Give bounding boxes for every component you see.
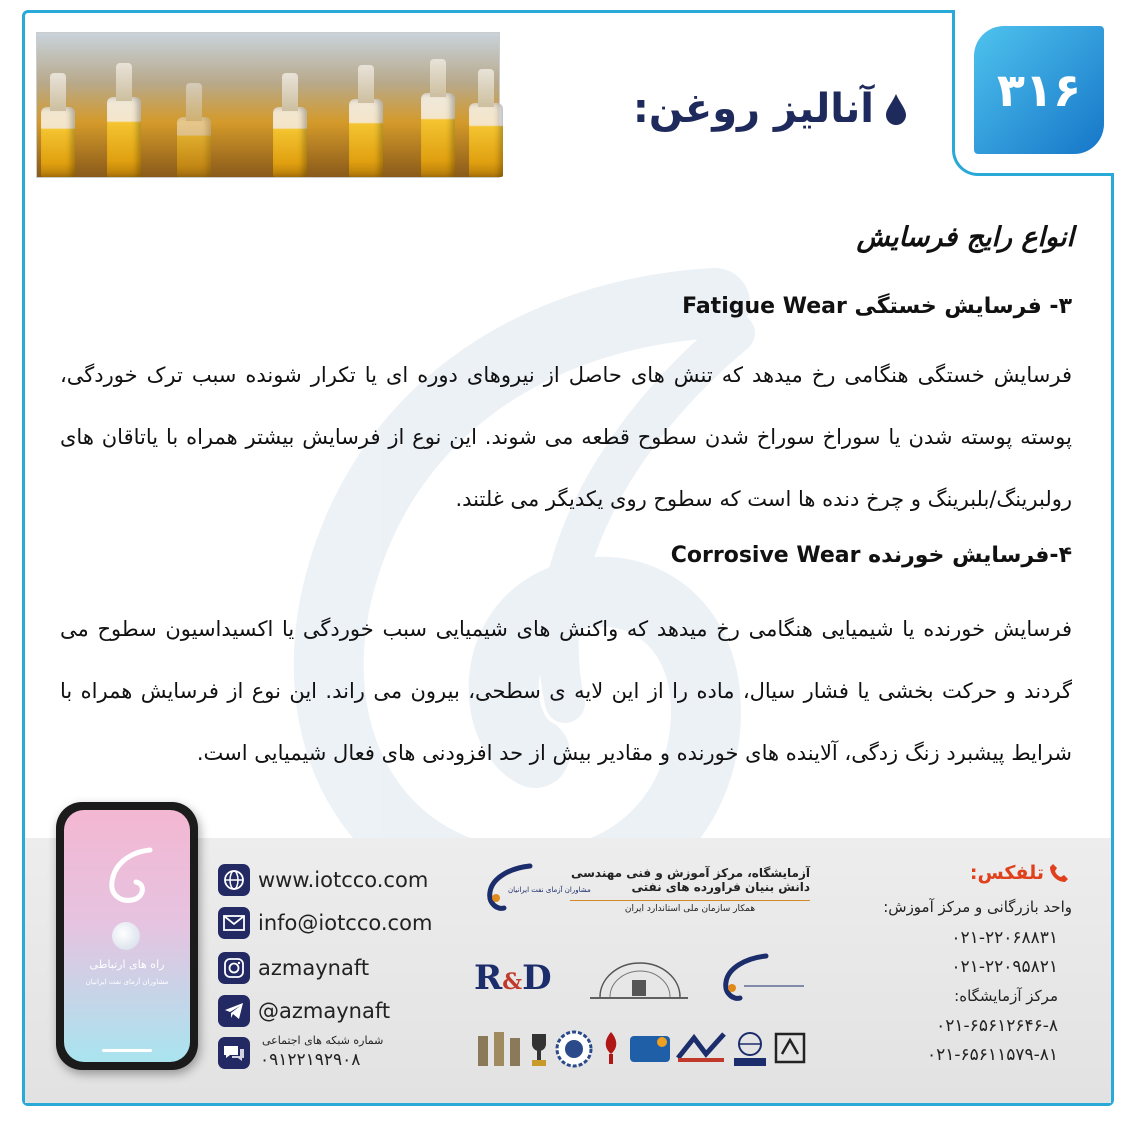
sales-phone-1[interactable]: ۰۲۱-۲۲۰۶۸۸۳۱ — [951, 928, 1058, 948]
globe-icon — [112, 922, 140, 950]
rd-logo: R&D — [474, 958, 552, 998]
social-caption: شماره شبکه های اجتماعی — [262, 1034, 384, 1047]
standard-mark-icon — [772, 1028, 808, 1070]
company-logo — [474, 862, 591, 914]
telegram-handle[interactable]: @azmaynaft — [258, 999, 391, 1023]
iso-17025-logo — [730, 1028, 770, 1070]
lab-line-3: همکار سازمان ملی استاندارد ایران — [570, 900, 810, 914]
trophy-icon — [528, 1028, 550, 1070]
phone-screen — [64, 810, 190, 1062]
header-lab-photo — [36, 32, 500, 178]
home-indicator — [102, 1049, 152, 1052]
page-number-badge: ۳۱۶ — [974, 26, 1104, 154]
naci-logo — [676, 1028, 726, 1070]
email-row[interactable] — [218, 907, 432, 939]
instagram-icon — [218, 952, 250, 984]
knowledge-based-logo — [628, 1028, 672, 1070]
lab-description — [570, 866, 810, 914]
company-logo-icon — [104, 846, 156, 904]
chat-row — [218, 1037, 250, 1069]
email-link[interactable]: info@iotcco.com — [258, 911, 433, 935]
sales-label: واحد بازرگانی و مرکز آموزش: — [883, 898, 1072, 916]
instagram-row[interactable] — [218, 952, 369, 984]
lab-phone-2[interactable]: ۰۲۱-۶۵۶۱۱۵۷۹-۸۱ — [927, 1045, 1058, 1065]
lab-phone-1[interactable]: ۰۲۱-۶۵۶۱۲۶۴۶-۸ — [936, 1016, 1058, 1036]
company-logo-2 — [706, 952, 806, 1002]
phone-icon — [1048, 862, 1070, 884]
globe-icon — [218, 864, 250, 896]
telegram-row[interactable] — [218, 995, 390, 1027]
fatigue-paragraph: فرسایش خستگی هنگامی رخ میدهد که تنش های حاصل از نیروهای دوره ای یا تکرار شونده سبب ترک خوردگی، پوسته پوسته شدن یا سوراخ سوراخ شدن سطوح قطعه می شوند. این نوع از فرسایش بیشتر همراه با یاتاقان های رولبرینگ/بلبرینگ و چرخ دنده ها است که سطوح روی یکدیگر می غلتند. — [60, 363, 1072, 511]
page-title-text: آنالیز روغن: — [632, 86, 874, 132]
chat-bubbles-icon — [218, 1037, 250, 1069]
phone-caption: راه های ارتباطی — [89, 958, 165, 971]
awards-logo — [474, 1028, 526, 1070]
company-name-label: مشاوران آزمای نفت ایرانیان — [508, 886, 591, 894]
section-heading: انواع رایج فرسایش — [856, 222, 1074, 253]
sales-phone-2[interactable]: ۰۲۱-۲۲۰۹۵۸۲۱ — [951, 957, 1058, 977]
standard-seal-icon — [554, 1028, 594, 1070]
emblem-icon — [596, 1028, 626, 1070]
phone-subcaption: مشاوران آزمای نفت ایرانیان — [85, 978, 169, 986]
oil-drop-icon — [884, 93, 908, 125]
social-phone-number[interactable]: ۰۹۱۲۲۱۹۲۹۰۸ — [260, 1050, 361, 1070]
mail-icon — [218, 907, 250, 939]
lab-line-1: آزمایشگاه، مرکز آموزش و فنی مهندسی — [570, 866, 810, 880]
website-row[interactable] — [218, 864, 428, 896]
fatigue-heading: ۳- فرسایش خستگی Fatigue Wear — [682, 294, 1072, 319]
corrosive-paragraph: فرسایش خورنده یا شیمیایی هنگامی رخ میدهد که واکنش های شیمیایی سبب خوردگی یا اکسیداسیون سطوح می گردند و حرکت بخشی یا فشار سیال، ماده را از این لایه ی سطحی، بیرون می راند. این نوع از فرسایش همراه با شرایط پیشبرد زنگ زدگی، آلاینده های خورنده و مقادیر بیش از حد افزودنی های فعال شیمیایی است. — [60, 617, 1072, 765]
page-title — [633, 86, 908, 132]
telegram-icon — [218, 995, 250, 1027]
lab-center-label: مرکز آزمایشگاه: — [954, 987, 1058, 1005]
phone-mockup — [56, 802, 198, 1070]
institute-emblem — [580, 952, 698, 1002]
lab-line-2: دانش بنیان فراورده های نفتی — [631, 880, 810, 894]
corrosive-heading: ۴-فرسایش خورنده Corrosive Wear — [670, 543, 1072, 568]
instagram-handle[interactable]: azmaynaft — [258, 956, 370, 980]
website-link[interactable]: www.iotcco.com — [258, 868, 429, 892]
telfax-label: تلفکس: — [969, 862, 1044, 884]
